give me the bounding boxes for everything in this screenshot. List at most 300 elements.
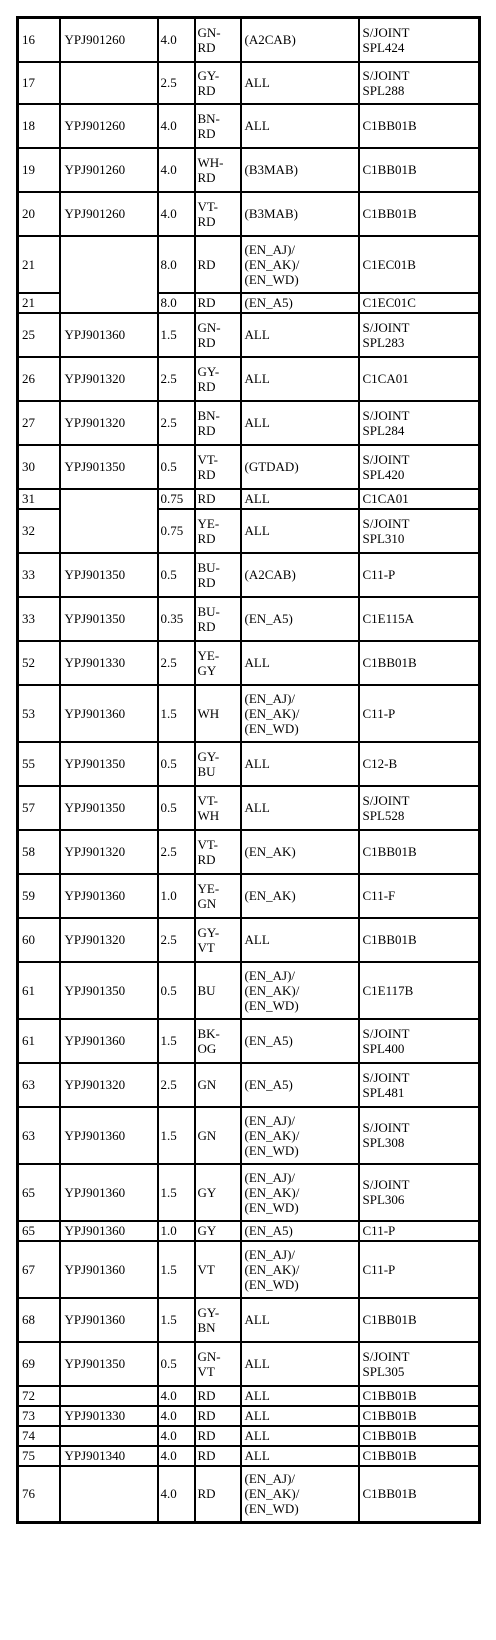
circuit-number-cell: 72 [18,1386,60,1406]
destination-cell [359,874,480,918]
wire-color-cell-line: GY [197,662,217,678]
option-code-cell-line: (EN_AK) [244,844,296,859]
circuit-number-cell: 75 [18,1446,60,1466]
circuit-number-cell: 55 [18,742,60,786]
wire-color-cell [195,62,241,104]
wire-color-cell-line: RD [197,1408,216,1423]
circuit-number-cell: 25 [18,313,60,357]
option-code-cell-line: ALL [244,1448,270,1463]
option-code-cell-line: (EN_AJ)/ [244,690,296,706]
part-number-cell: YPJ901320 [60,401,158,445]
wire-size-cell: 1.5 [158,1241,195,1298]
destination-cell [359,236,480,293]
wire-size-cell: 4.0 [158,18,195,62]
part-number-cell: YPJ901320 [60,830,158,874]
wire-size-cell: 4.0 [158,104,195,148]
wire-color-cell [195,1107,241,1164]
destination-cell-line: SPL284 [362,422,405,438]
part-number-cell: YPJ901360 [60,685,158,742]
wire-color-cell-line: VT- [197,451,218,467]
table-row [18,641,480,685]
wire-color-cell-line: GY- [197,748,220,764]
wire-color-cell-line: RD [197,295,216,310]
circuit-number-cell: 31 [18,489,60,509]
table-row [18,401,480,445]
circuit-number-cell: 59 [18,874,60,918]
wire-color-cell [195,1298,241,1342]
option-code-cell [241,830,359,874]
wire-size-cell: 8.0 [158,293,195,313]
wire-color-cell [195,148,241,192]
wire-size-cell: 0.5 [158,553,195,597]
part-number-cell: YPJ901260 [60,104,158,148]
table-row [18,1298,480,1342]
part-number-cell: YPJ901330 [60,641,158,685]
destination-cell [359,1241,480,1298]
wire-size-cell: 0.75 [158,509,195,553]
wire-color-cell [195,1466,241,1523]
destination-cell-line: C1EC01C [362,295,416,310]
destination-cell-line: S/JOINT [362,1348,410,1364]
table-row [18,1426,480,1446]
option-code-cell [241,641,359,685]
option-code-cell [241,1298,359,1342]
destination-cell-line: S/JOINT [362,1177,410,1192]
circuit-number-cell: 16 [18,18,60,62]
circuit-number-cell: 33 [18,597,60,641]
option-code-cell [241,236,359,293]
table-row [18,918,480,962]
wire-size-cell: 1.5 [158,685,195,742]
part-number-cell: YPJ901360 [60,1019,158,1063]
destination-cell-line: S/JOINT [362,1025,410,1041]
table-row [18,1241,480,1298]
wire-size-cell: 2.5 [158,918,195,962]
destination-cell-line: C1BB01B [362,118,417,133]
part-number-cell: YPJ901360 [60,1164,158,1221]
wire-color-cell [195,1063,241,1107]
destination-cell [359,62,480,104]
destination-cell-line: SPL305 [362,1363,405,1379]
option-code-cell [241,1426,359,1446]
destination-cell-line: SPL400 [362,1040,405,1056]
destination-cell [359,742,480,786]
wire-color-cell [195,962,241,1019]
option-code-cell [241,62,359,104]
wire-color-cell-line: GY [197,1184,217,1200]
option-code-cell [241,1019,359,1063]
option-code-cell [241,1466,359,1523]
option-code-cell-line: ALL [244,655,270,670]
option-code-cell-line: (EN_A5) [244,611,293,626]
destination-cell-line: C11-P [362,567,396,582]
table-row [18,236,480,293]
destination-cell-line: C1BB01B [362,1408,417,1423]
option-code-cell-line: (EN_A5) [244,295,293,310]
wire-color-cell-line: VT [197,1363,215,1379]
table-row [18,313,480,357]
table-row [18,685,480,742]
option-code-cell [241,1221,359,1241]
part-number-cell: YPJ901320 [60,918,158,962]
option-code-cell-line: (EN_WD) [244,997,299,1013]
destination-cell-line: SPL308 [362,1135,405,1150]
destination-cell-line: S/JOINT [362,407,410,423]
wire-color-cell-line: WH- [197,154,224,170]
destination-cell-line: S/JOINT [362,319,410,335]
destination-cell-line: C1E117B [362,982,414,998]
wire-color-cell [195,553,241,597]
table-row [18,553,480,597]
circuit-number-cell: 21 [18,236,60,293]
option-code-cell [241,401,359,445]
circuit-number-cell: 57 [18,786,60,830]
wire-color-cell [195,1164,241,1221]
wire-color-cell [195,1406,241,1426]
circuit-number-cell: 58 [18,830,60,874]
circuit-number-cell: 19 [18,148,60,192]
destination-cell-line: C1BB01B [362,1486,417,1502]
wire-color-cell-line: GY [197,1223,217,1238]
option-code-cell [241,313,359,357]
table-row [18,786,480,830]
wire-color-cell-line: RD [197,125,216,141]
destination-cell-line: S/JOINT [362,792,410,808]
wire-color-cell-line: RD [197,1486,216,1502]
option-code-cell-line: (EN_AK)/ [244,1184,300,1200]
destination-cell [359,1406,480,1426]
wire-color-cell-line: BN- [197,110,220,126]
destination-cell-line: S/JOINT [362,1069,410,1085]
circuit-number-cell: 67 [18,1241,60,1298]
circuit-number-cell: 76 [18,1466,60,1523]
wire-color-cell [195,918,241,962]
table-row [18,830,480,874]
destination-cell [359,192,480,236]
option-code-cell-line: (GTDAD) [244,459,299,474]
part-number-cell [60,1386,158,1406]
option-code-cell-line: ALL [244,932,270,947]
destination-cell-line: C1BB01B [362,932,417,947]
part-number-cell [60,489,158,553]
option-code-cell [241,1446,359,1466]
wire-color-cell [195,742,241,786]
wire-color-cell [195,313,241,357]
wire-color-cell-line: GY- [197,67,220,83]
wire-color-cell-line: OG [197,1040,217,1056]
wire-color-cell-line: RD [197,213,216,229]
wire-color-cell [195,192,241,236]
option-code-cell-line: (EN_AJ)/ [244,1471,296,1487]
wire-color-cell [195,1446,241,1466]
option-code-cell-line: ALL [244,1388,270,1403]
destination-cell-line: SPL420 [362,466,405,482]
option-code-cell-line: (EN_AJ)/ [244,241,296,257]
wire-size-cell: 1.5 [158,1164,195,1221]
table-row [18,104,480,148]
option-code-cell [241,357,359,401]
wiring-table-body [18,18,480,1523]
destination-cell-line: C1CA01 [362,371,409,386]
destination-cell-line: C1BB01B [362,206,417,221]
destination-cell [359,641,480,685]
wire-color-cell-line: VT- [197,792,218,808]
destination-cell-line: C1BB01B [362,162,417,177]
option-code-cell [241,742,359,786]
option-code-cell [241,786,359,830]
wire-size-cell: 4.0 [158,192,195,236]
wire-color-cell-line: RD [197,466,216,482]
wire-color-cell-line: RD [197,491,216,506]
option-code-cell [241,874,359,918]
wire-color-cell [195,236,241,293]
destination-cell [359,1221,480,1241]
option-code-cell-line: (EN_AK)/ [244,1261,300,1277]
wire-size-cell: 2.5 [158,830,195,874]
part-number-cell: YPJ901330 [60,1406,158,1426]
option-code-cell-line: (EN_AJ)/ [244,1169,296,1185]
option-code-cell-line: (EN_WD) [244,1142,299,1158]
option-code-cell-line: (EN_A5) [244,1033,293,1048]
destination-cell [359,685,480,742]
wire-color-cell-line: BK- [197,1025,220,1041]
option-code-cell-line: (EN_AJ)/ [244,1246,296,1262]
option-code-cell-line: (EN_WD) [244,1276,299,1292]
destination-cell-line: S/JOINT [362,1120,410,1135]
wire-color-cell-line: GN [197,895,217,911]
wire-color-cell-line: GY- [197,924,220,940]
wire-color-cell [195,401,241,445]
wire-color-cell [195,357,241,401]
option-code-cell [241,489,359,509]
destination-cell [359,509,480,553]
wire-color-cell [195,104,241,148]
part-number-cell [60,236,158,313]
wire-size-cell: 8.0 [158,236,195,293]
option-code-cell-line: ALL [244,491,270,506]
circuit-number-cell: 65 [18,1221,60,1241]
wire-size-cell: 1.5 [158,1107,195,1164]
part-number-cell: YPJ901350 [60,786,158,830]
option-code-cell-line: (EN_WD) [244,271,299,287]
circuit-number-cell: 21 [18,293,60,313]
option-code-cell [241,1164,359,1221]
destination-cell [359,489,480,509]
destination-cell-line: C11-P [362,1261,396,1277]
wire-color-cell [195,1342,241,1386]
wire-color-cell-line: RD [197,1428,216,1443]
wire-size-cell: 0.5 [158,786,195,830]
circuit-number-cell: 53 [18,685,60,742]
wire-color-cell-line: RD [197,574,216,590]
destination-cell-line: C11-P [362,1223,396,1238]
wire-color-cell-line: GN [197,1127,217,1143]
destination-cell-line: S/JOINT [362,515,410,531]
wire-size-cell: 2.5 [158,401,195,445]
destination-cell-line: SPL481 [362,1084,405,1100]
option-code-cell-line: ALL [244,327,270,342]
circuit-number-cell: 18 [18,104,60,148]
part-number-cell: YPJ901340 [60,1446,158,1466]
wire-color-cell-line: RD [197,256,216,272]
part-number-cell: YPJ901320 [60,357,158,401]
wire-size-cell: 2.5 [158,62,195,104]
wire-color-cell-line: RD [197,82,216,98]
wire-color-cell-line: RD [197,851,216,867]
wire-color-cell [195,1426,241,1446]
wire-color-cell [195,1241,241,1298]
wire-color-cell [195,597,241,641]
wire-color-cell-line: VT [197,939,215,955]
destination-cell [359,786,480,830]
wire-color-cell-line: YE- [197,515,220,531]
option-code-cell-line: (A2CAB) [244,32,296,48]
destination-cell [359,148,480,192]
table-row [18,962,480,1019]
circuit-number-cell: 61 [18,962,60,1019]
wire-color-cell-line: RD [197,39,216,55]
part-number-cell [60,1426,158,1446]
circuit-number-cell: 27 [18,401,60,445]
wire-size-cell: 1.5 [158,1019,195,1063]
option-code-cell [241,192,359,236]
circuit-number-cell: 60 [18,918,60,962]
option-code-cell-line: (EN_A5) [244,1223,293,1238]
destination-cell [359,918,480,962]
option-code-cell-line: (EN_AK)/ [244,256,300,272]
option-code-cell-line: (EN_AJ)/ [244,967,296,983]
option-code-cell [241,1241,359,1298]
circuit-number-cell: 69 [18,1342,60,1386]
table-row [18,1221,480,1241]
wire-size-cell: 1.0 [158,1221,195,1241]
table-row [18,1446,480,1466]
destination-cell-line: SPL306 [362,1192,405,1207]
wire-size-cell: 0.75 [158,489,195,509]
wire-size-cell: 2.5 [158,357,195,401]
table-row [18,597,480,641]
wire-size-cell: 0.5 [158,445,195,489]
option-code-cell-line: ALL [244,1356,270,1371]
circuit-number-cell: 63 [18,1107,60,1164]
destination-cell-line: SPL288 [362,82,405,98]
part-number-cell: YPJ901360 [60,313,158,357]
option-code-cell-line: ALL [244,118,270,133]
destination-cell [359,1019,480,1063]
wire-size-cell: 1.0 [158,874,195,918]
option-code-cell [241,1063,359,1107]
option-code-cell [241,1386,359,1406]
circuit-number-cell: 74 [18,1426,60,1446]
destination-cell-line: C1BB01B [362,655,417,670]
table-row [18,18,480,62]
destination-cell-line: C11-F [362,888,396,903]
option-code-cell [241,1406,359,1426]
circuit-number-cell: 73 [18,1406,60,1426]
wire-size-cell: 2.5 [158,1063,195,1107]
destination-cell [359,962,480,1019]
option-code-cell-line: ALL [244,1428,270,1443]
wire-color-cell-line: RD [197,530,216,546]
destination-cell-line: S/JOINT [362,451,410,467]
option-code-cell [241,293,359,313]
circuit-number-cell: 26 [18,357,60,401]
option-code-cell-line: (EN_AK)/ [244,982,300,998]
wire-color-cell-line: RD [197,1448,216,1463]
wire-color-cell-line: BU- [197,603,220,619]
destination-cell-line: C1BB01B [362,1388,417,1403]
option-code-cell-line: ALL [244,800,270,815]
wiring-table [16,16,481,1524]
wire-color-cell-line: YE- [197,880,220,896]
table-row [18,1406,480,1426]
part-number-cell: YPJ901350 [60,1342,158,1386]
wire-size-cell: 0.35 [158,597,195,641]
wire-size-cell: 0.5 [158,1342,195,1386]
wire-color-cell-line: BU- [197,559,220,575]
wire-color-cell-line: GY- [197,363,220,379]
destination-cell [359,18,480,62]
destination-cell-line: C1EC01B [362,256,416,272]
destination-cell-line: S/JOINT [362,67,410,83]
part-number-cell: YPJ901320 [60,1063,158,1107]
destination-cell [359,445,480,489]
destination-cell-line: SPL283 [362,334,405,350]
wire-color-cell-line: RD [197,378,216,394]
option-code-cell-line: (EN_WD) [244,1199,299,1215]
wire-color-cell-line: VT- [197,836,218,852]
circuit-number-cell: 33 [18,553,60,597]
part-number-cell [60,62,158,104]
option-code-cell-line: ALL [244,1312,270,1327]
part-number-cell: YPJ901350 [60,597,158,641]
wire-color-cell [195,641,241,685]
destination-cell-line: C1BB01B [362,1448,417,1463]
option-code-cell-line: ALL [244,75,270,90]
option-code-cell-line: ALL [244,1408,270,1423]
wire-color-cell-line: VT [197,1261,215,1277]
destination-cell [359,1446,480,1466]
destination-cell-line: SPL424 [362,39,405,55]
part-number-cell: YPJ901360 [60,1221,158,1241]
option-code-cell [241,509,359,553]
option-code-cell-line: (EN_AK)/ [244,705,300,721]
part-number-cell [60,1466,158,1523]
circuit-number-cell: 32 [18,509,60,553]
wire-color-cell-line: GN- [197,24,221,40]
table-row [18,1019,480,1063]
option-code-cell [241,918,359,962]
wire-color-cell-line: RD [197,422,216,438]
option-code-cell-line: (EN_AK)/ [244,1127,300,1143]
wire-color-cell-line: WH [197,705,220,721]
wire-color-cell-line: RD [197,334,216,350]
option-code-cell [241,962,359,1019]
wire-color-cell [195,1019,241,1063]
wire-color-cell-line: GN- [197,319,221,335]
circuit-number-cell: 30 [18,445,60,489]
wire-color-cell [195,874,241,918]
option-code-cell [241,597,359,641]
part-number-cell: YPJ901350 [60,962,158,1019]
circuit-number-cell: 20 [18,192,60,236]
destination-cell-line: SPL310 [362,530,405,546]
circuit-number-cell: 52 [18,641,60,685]
part-number-cell: YPJ901260 [60,18,158,62]
option-code-cell-line: (EN_AJ)/ [244,1112,296,1128]
destination-cell [359,1063,480,1107]
destination-cell [359,1164,480,1221]
